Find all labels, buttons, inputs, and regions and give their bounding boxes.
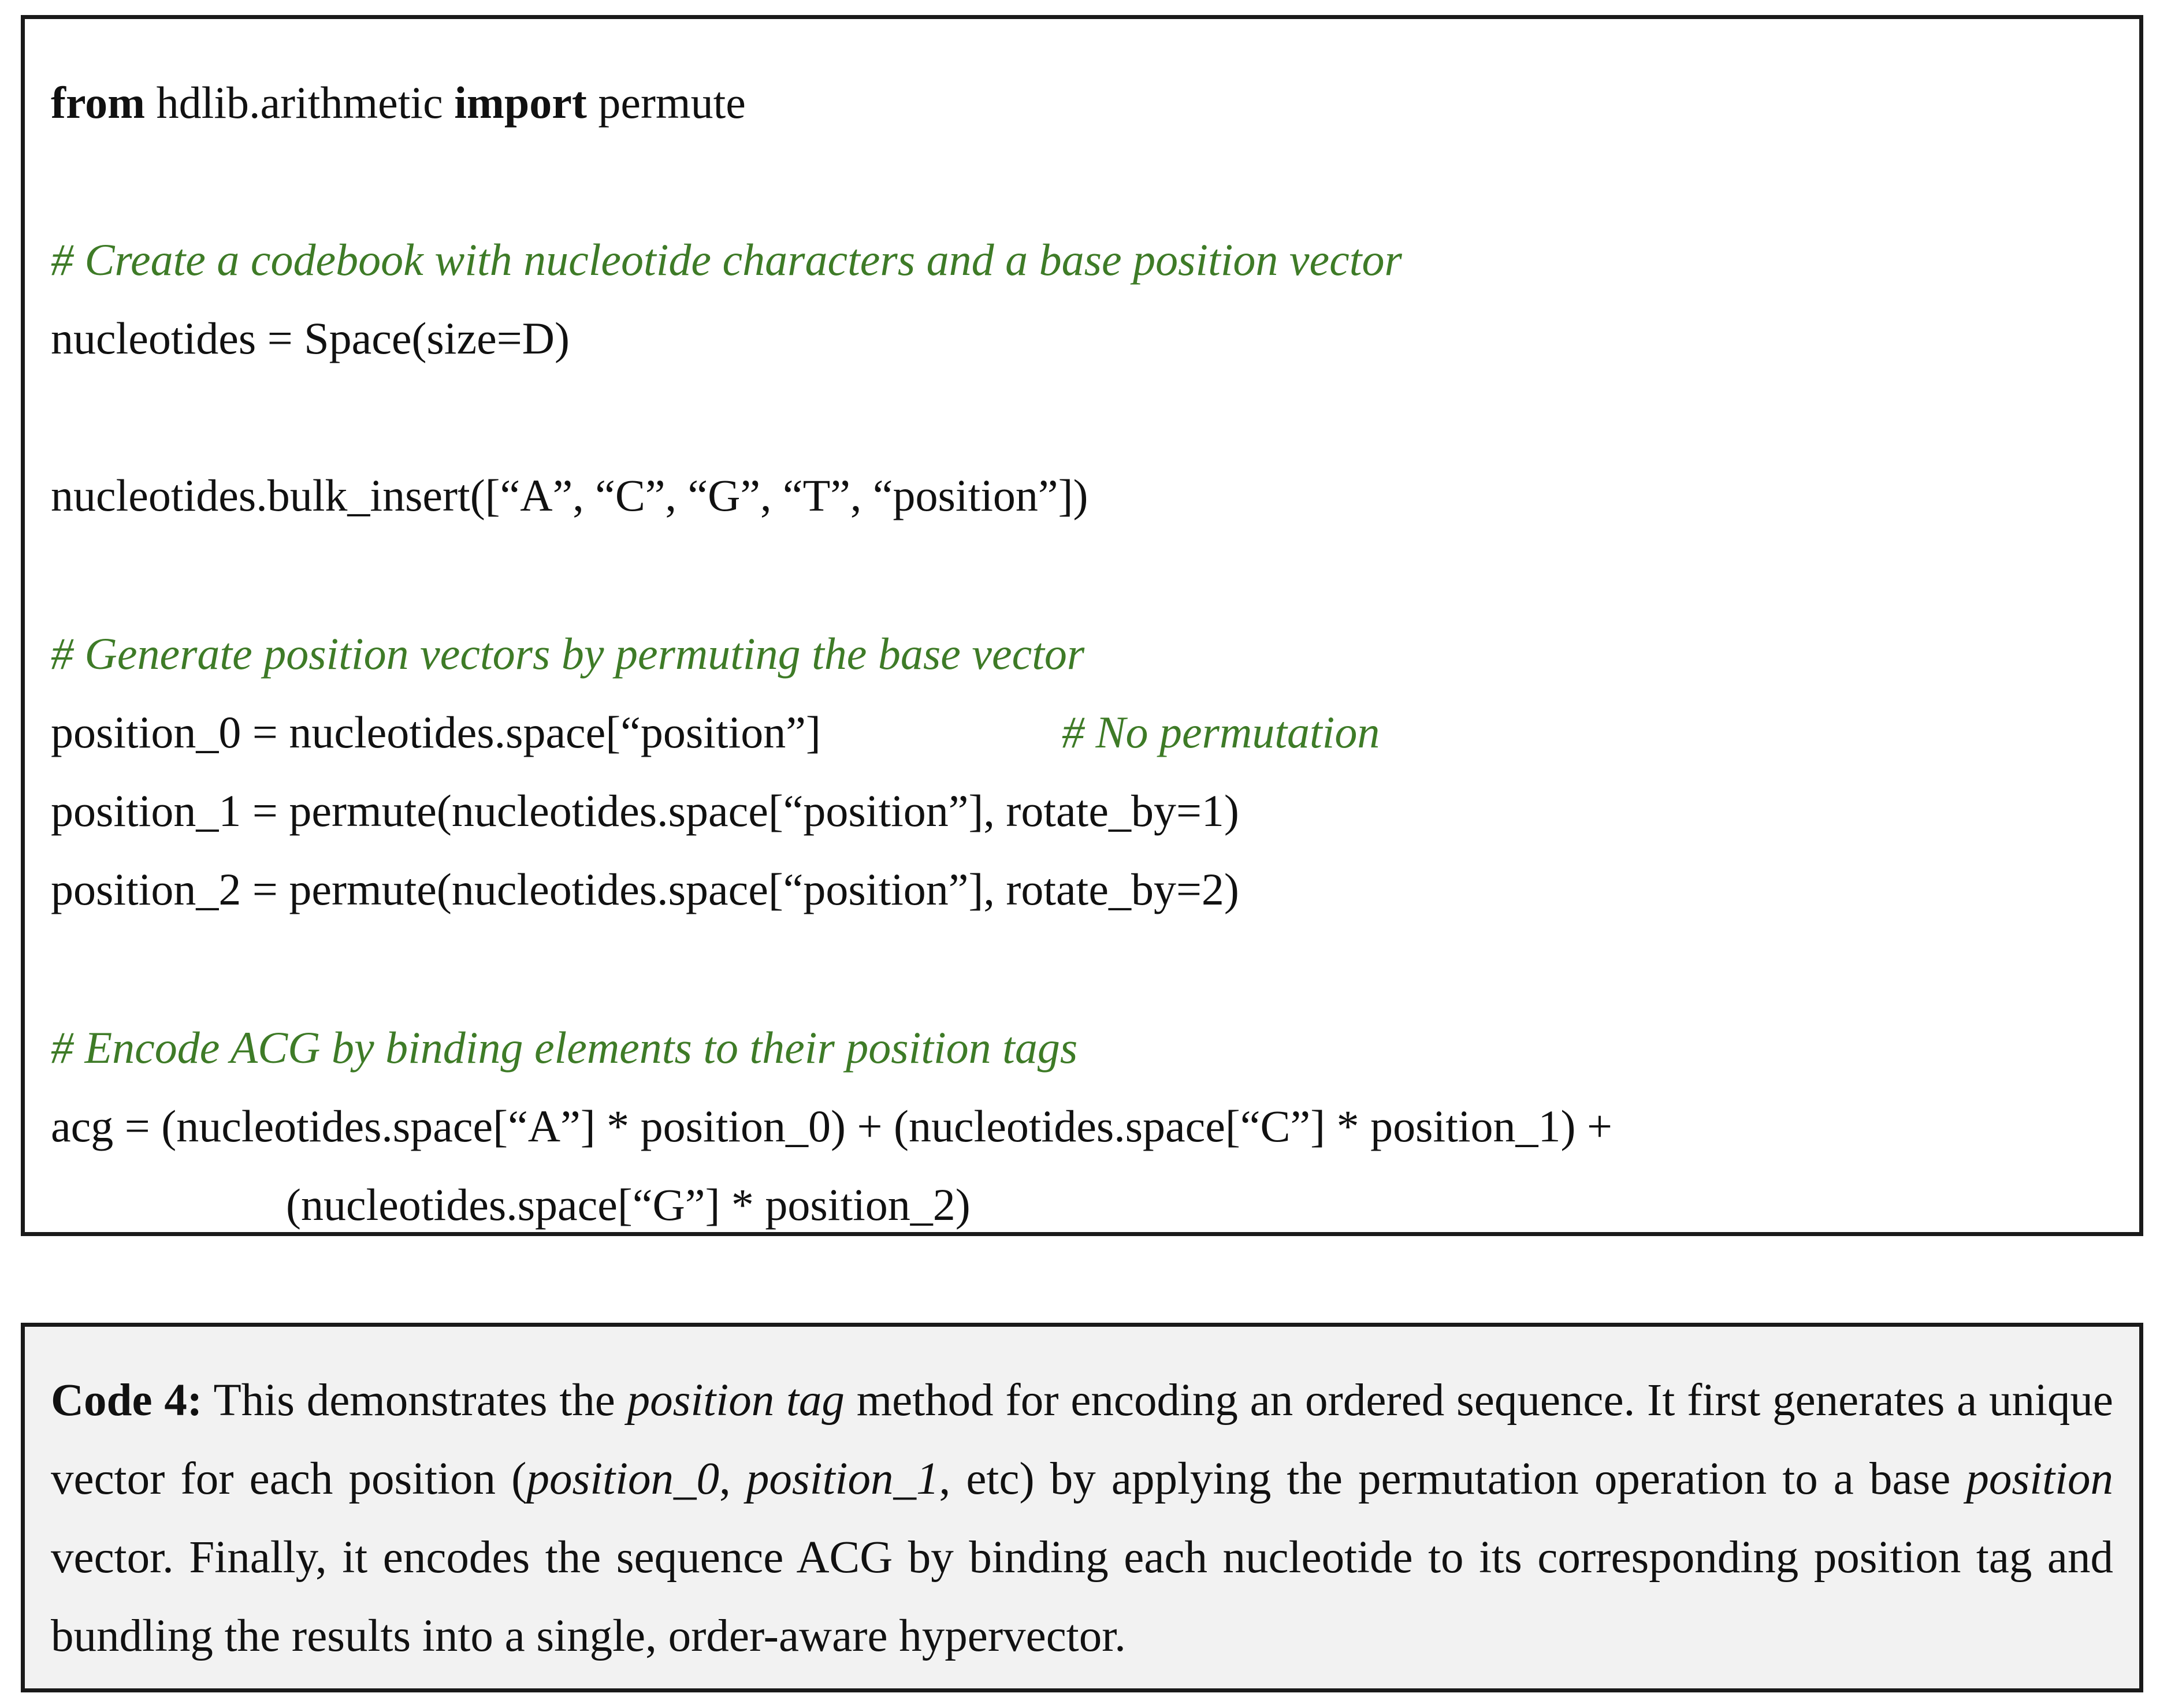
position-0-comment: # No permutation [1062, 707, 1380, 757]
caption-box [21, 1323, 2143, 1692]
code-line-import [51, 71, 746, 135]
caption-part: vector. Finally, it encodes the sequence ACG by binding each nucleotide to its corresponding position tag and bundling the results into a single, order-aware hypervector. [51, 1532, 2113, 1661]
caption-italic-term: position_1 [746, 1454, 939, 1504]
caption-part: , etc) by applying the permutation operation to a base [939, 1454, 1966, 1504]
caption-label: Code 4: [51, 1375, 203, 1426]
code-line-bulk-insert: nucleotides.bulk_insert([“A”, “C”, “G”, “T”, “position”]) [51, 470, 1088, 520]
import-module: hdlib.arithmetic [145, 77, 455, 128]
code-line-position-1: position_1 = permute(nucleotides.space[“position”], rotate_by=1) [51, 786, 1239, 836]
caption-text [51, 1361, 2113, 1676]
caption-part: method for encoding an ordered sequence. It first generates a unique vector for each position ( [51, 1375, 2113, 1504]
caption-italic-term: position tag [627, 1375, 845, 1426]
caption-part: , [719, 1454, 746, 1504]
code-line-position-2: position_2 = permute(nucleotides.space[“position”], rotate_by=2) [51, 864, 1239, 914]
comment-encode: # Encode ACG by binding elements to their position tags [51, 1022, 1078, 1073]
comment-generate: # Generate position vectors by permuting the base vector [51, 628, 1085, 679]
comment-codebook: # Create a codebook with nucleotide characters and a base position vector [51, 235, 1402, 285]
import-name: permute [586, 77, 746, 128]
keyword-from: from [51, 77, 146, 128]
code-line-space: nucleotides = Space(size=D) [51, 313, 570, 363]
caption-italic-term: position_0 [526, 1454, 720, 1504]
code-line-acg-1: acg = (nucleotides.space[“A”] * position_0) + (nucleotides.space[“C”] * position_1) + [51, 1101, 1612, 1151]
caption-italic-term: position [1966, 1454, 2114, 1504]
code-line-acg-2: (nucleotides.space[“G”] * position_2) [286, 1179, 971, 1230]
caption-part: This demonstrates the [202, 1375, 627, 1426]
position-0-code: position_0 = nucleotides.space[“position”] [51, 707, 821, 757]
code-listing-box [21, 15, 2143, 1236]
keyword-import: import [454, 77, 587, 128]
code-line-position-0 [51, 701, 1380, 764]
